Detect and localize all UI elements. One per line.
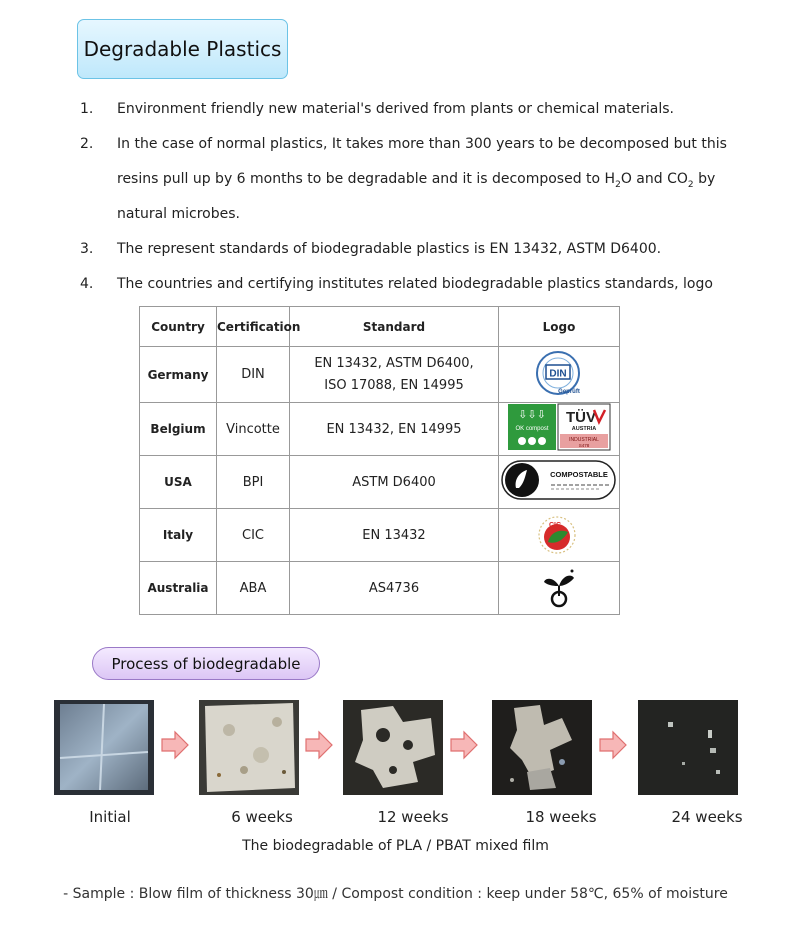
photo-18-weeks [492, 700, 592, 795]
stage-label: 24 weeks [671, 808, 743, 826]
country-cell: USA [140, 456, 217, 509]
stage-label: 12 weeks [377, 808, 449, 826]
country-cell: Germany [140, 347, 217, 403]
standard-cell: EN 13432, EN 14995 [290, 403, 499, 456]
sample-note: - Sample : Blow film of thickness 30㎛ / Compost condition : keep under 58℃, 65% of moisture [63, 886, 728, 902]
list-number: 4. [80, 276, 94, 292]
svg-text:COMPOSTABLE: COMPOSTABLE [550, 470, 608, 479]
list-number: 2. [80, 136, 94, 152]
svg-text:⇩⇩⇩: ⇩⇩⇩ [518, 408, 546, 421]
arrow-right-icon [160, 730, 190, 760]
process-caption: The biodegradable of PLA / PBAT mixed film [242, 838, 549, 854]
table-row [140, 403, 620, 456]
table-header-row [140, 307, 620, 347]
list-text: In the case of normal plastics, It takes more than 300 years to be decomposed but this [117, 136, 727, 152]
section-title-text: Degradable Plastics [83, 37, 282, 61]
list-item [80, 127, 770, 232]
photo-12-weeks [343, 700, 443, 795]
stage-label: Initial [89, 808, 131, 826]
info-list [80, 92, 770, 302]
svg-text:AUSTRIA: AUSTRIA [571, 426, 597, 432]
table-row [140, 347, 620, 403]
list-text: resins pull up by 6 months to be degradable and it is decomposed to $H_2O$ and $CO_2$ by [117, 171, 716, 190]
logo-cell [499, 403, 620, 456]
list-item [80, 267, 770, 302]
arrow-right-icon [304, 730, 334, 760]
list-number: 1. [80, 101, 94, 117]
seedling-logo [539, 564, 579, 608]
stage-label: 18 weeks [525, 808, 597, 826]
standards-table [139, 306, 620, 615]
country-cell: Australia [140, 562, 217, 615]
svg-text:OK compost: OK compost [515, 426, 549, 432]
process-label-text: Process of biodegradable [111, 654, 301, 673]
din-compostable-logo [524, 348, 594, 398]
col-header-certification: Certification [217, 307, 290, 347]
col-header-country: Country [140, 307, 217, 347]
svg-text:DIN: DIN [549, 368, 567, 379]
svg-text:Geprüft: Geprüft [558, 388, 580, 395]
table-row [140, 456, 620, 509]
svg-text:TÜV: TÜV [566, 409, 596, 426]
tuv-ok-compost-logo [507, 403, 611, 451]
photo-initial [54, 700, 154, 795]
logo-cell [499, 562, 620, 615]
col-header-standard: Standard [290, 307, 499, 347]
section-title [77, 19, 288, 79]
country-cell: Belgium [140, 403, 217, 456]
list-text: Environment friendly new material's derived from plants or chemical materials. [117, 101, 674, 117]
cert-cell: CIC [217, 509, 290, 562]
cic-compostabile-logo [527, 509, 591, 557]
photo-24-weeks [638, 700, 738, 795]
table-row [140, 509, 620, 562]
svg-text:CIC: CIC [549, 522, 562, 529]
process-label [92, 647, 320, 680]
arrow-right-icon [598, 730, 628, 760]
arrow-right-icon [449, 730, 479, 760]
list-text: The countries and certifying institutes related biodegradable plastics standards, logo [117, 276, 713, 292]
standard-cell: EN 13432, ASTM D6400, ISO 17088, EN 14995 [290, 347, 499, 403]
photo-6-weeks [199, 700, 299, 795]
bpi-compostable-logo [501, 457, 617, 503]
standard-cell: AS4736 [290, 562, 499, 615]
cert-cell: DIN [217, 347, 290, 403]
cert-cell: Vincotte [217, 403, 290, 456]
list-item [80, 232, 770, 267]
table-row [140, 562, 620, 615]
col-header-logo: Logo [499, 307, 620, 347]
svg-text:INDUSTRIAL: INDUSTRIAL [569, 437, 599, 443]
logo-cell [499, 509, 620, 562]
list-item [80, 92, 770, 127]
standard-cell: EN 13432 [290, 509, 499, 562]
list-number: 3. [80, 241, 94, 257]
list-text: natural microbes. [117, 206, 240, 222]
cert-cell: BPI [217, 456, 290, 509]
stage-label: 6 weeks [231, 808, 293, 826]
logo-cell [499, 456, 620, 509]
cert-cell: ABA [217, 562, 290, 615]
list-text: The represent standards of biodegradable plastics is EN 13432, ASTM D6400. [117, 241, 662, 257]
country-cell: Italy [140, 509, 217, 562]
standard-cell: ASTM D6400 [290, 456, 499, 509]
logo-cell [499, 347, 620, 403]
svg-text:S478: S478 [578, 443, 590, 448]
